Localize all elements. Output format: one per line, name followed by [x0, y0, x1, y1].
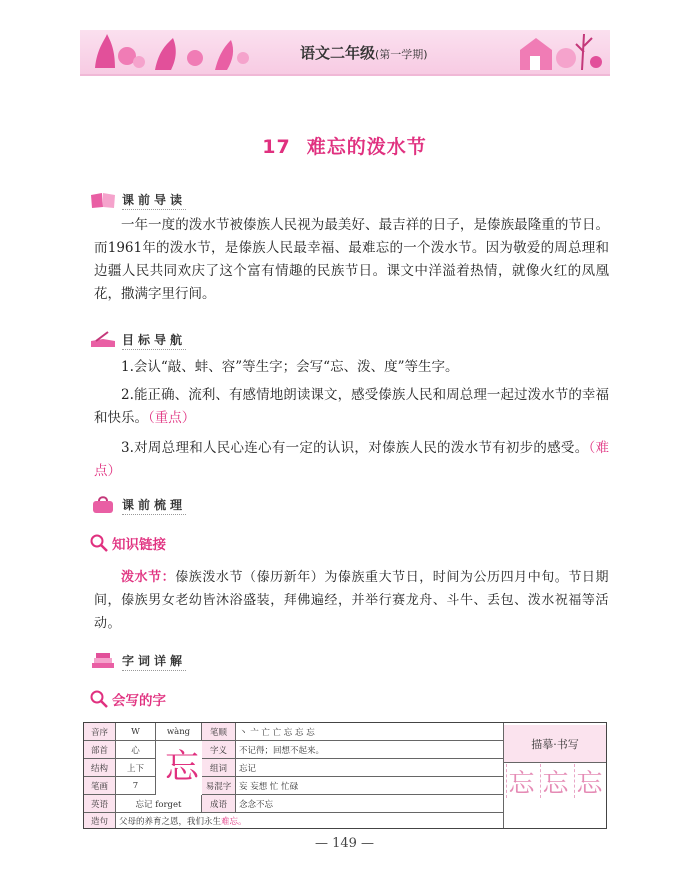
label-stroke-order: 笔顺 [202, 723, 236, 741]
trace-character: 忘 [574, 764, 604, 798]
value-english: 忘记 forget [116, 795, 202, 813]
value-radical: 心 [116, 741, 156, 759]
book-title: 语文二年级(第一学期) [300, 44, 428, 62]
goal-item: 1.会认“敲、蚌、容”等生字；会写“忘、泼、度”等生字。 [121, 359, 459, 375]
value-meaning: 不记得；回想不起来。 [236, 741, 504, 759]
label-meaning: 字义 [202, 741, 236, 759]
value-order: W [116, 723, 156, 741]
value-pinyin: wàng [156, 723, 202, 741]
label-idiom: 成语 [202, 795, 236, 813]
knowledge-link-heading: 知识链接 [90, 533, 166, 553]
section-header-review: 课前梳理 [90, 495, 186, 515]
trace-character: 忘 [506, 764, 536, 798]
lesson-title: 17 难忘的泼水节 [262, 136, 427, 158]
knowledge-paragraph: 泼水节：傣族泼水节（傣历新年）为傣族重大节日，时间为公历四月中旬。节日期间，傣族男女老幼皆沐浴盛装，拜佛遍经，并举行赛龙舟、斗牛、丢包、泼水祝福等活动。 [94, 570, 609, 631]
trace-label: 描摹·书写 [504, 725, 606, 763]
preview-paragraph: 一年一度的泼水节被傣族人民视为最美好、最吉祥的日子，是傣族最隆重的节日。而1961年的泼水节，是傣族人民最幸福、最难忘的一个泼水节。因为敬爱的周总理和边疆人民共同欢庆了这个富有情趣的民族节日。课文中洋溢着热情，就像火红的凤凰花，撒满字里行间。 [94, 217, 609, 302]
page-number: — 149 — [314, 836, 375, 851]
section-header-preview: 课前导读 [90, 190, 186, 210]
label-radical: 部首 [84, 741, 116, 759]
label-english: 英语 [84, 795, 116, 813]
magnifier-icon [90, 690, 108, 708]
value-words: 忘记 [236, 759, 504, 777]
section-header-goals: 目标导航 [90, 330, 186, 350]
label-strokes: 笔画 [84, 777, 116, 795]
pen-book-icon [90, 331, 116, 349]
house-decoration-icon [510, 26, 605, 74]
label-order: 音序 [84, 723, 116, 741]
flower-decoration-icon [85, 28, 255, 72]
magnifier-icon [90, 534, 108, 552]
label-words: 组词 [202, 759, 236, 777]
book-icon [90, 191, 116, 209]
section-header-vocab: 字词详解 [90, 651, 186, 671]
character-card [83, 722, 607, 829]
goal-item: 2.能正确、流利、有感情地朗读课文，感受傣族人民和周总理一起过泼水节的幸福和快乐。（重点） [94, 387, 609, 426]
write-chars-heading: 会写的字 [90, 689, 166, 709]
value-sentence: 父母的养育之恩，我们永生 难忘。 [116, 813, 504, 828]
trace-character: 忘 [540, 764, 570, 798]
value-stroke-order: 丶 亠 亡 亡 忘 忘 忘 [236, 723, 504, 741]
label-confusable: 易混字 [202, 777, 236, 795]
value-structure: 上下 [116, 759, 156, 777]
value-strokes: 7 [116, 777, 156, 795]
value-confusable: 妄 妄想 忙 忙碌 [236, 777, 504, 795]
bag-icon [90, 496, 116, 514]
label-structure: 结构 [84, 759, 116, 777]
value-idiom: 念念不忘 [236, 795, 504, 813]
label-sentence: 造句 [84, 813, 116, 828]
big-character: 忘 [165, 746, 199, 787]
goal-item: 3.对周总理和人民心连心有一定的认识，对傣族人民的泼水节有初步的感受。（难点） [94, 440, 610, 479]
books-stack-icon [90, 652, 116, 670]
